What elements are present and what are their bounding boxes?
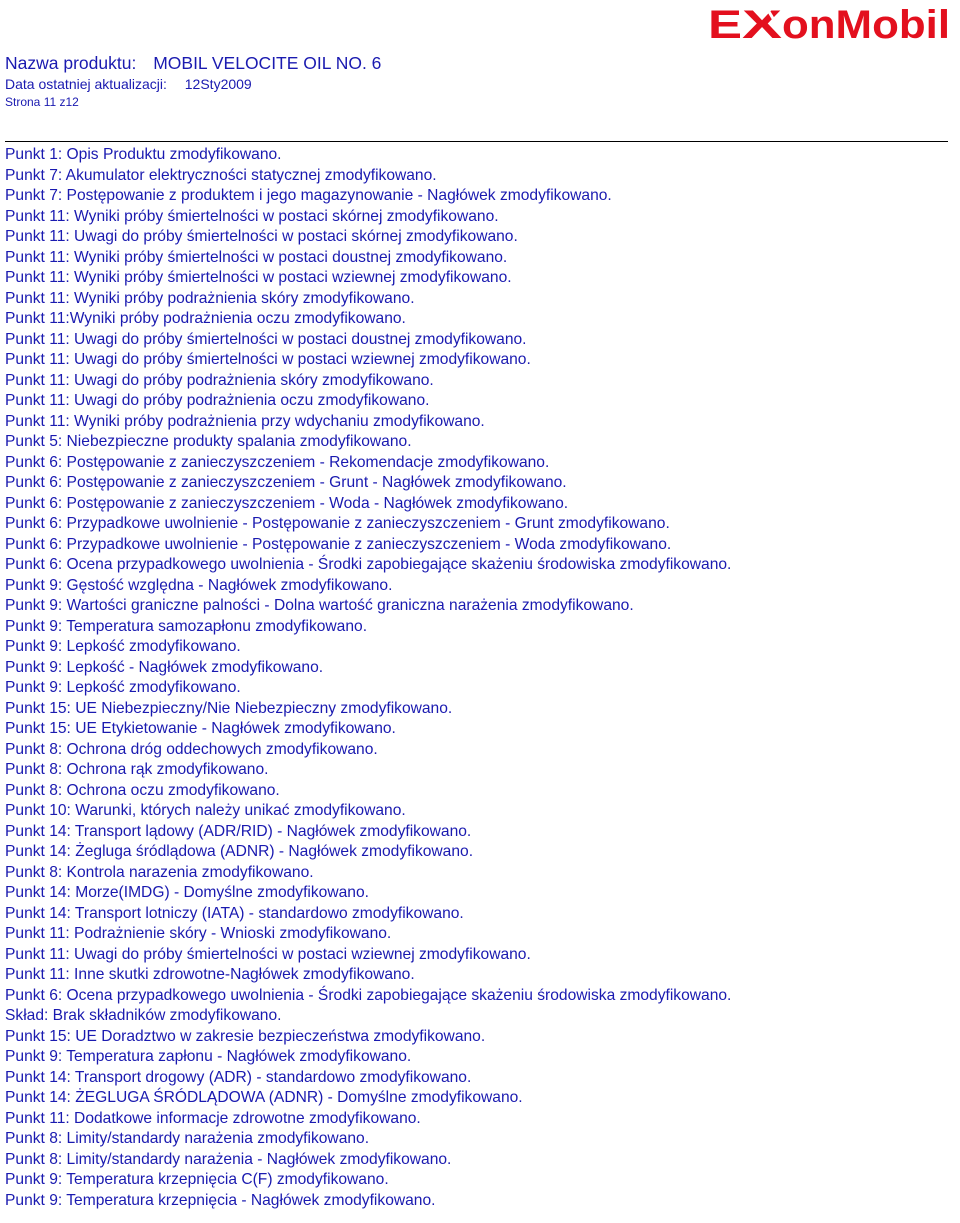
change-list-item: Punkt 11: Wyniki próby podrażnienia skóry zmodyfikowano. [5,289,415,307]
change-list-item: Punkt 11: Wyniki próby śmiertelności w postaci doustnej zmodyfikowano. [5,248,508,266]
change-list-item: Punkt 9: Wartości graniczne palności - Dolna wartość graniczna narażenia zmodyfikowano. [5,597,634,614]
change-list-item: Punkt 8: Ochrona rąk zmodyfikowano. [5,761,269,778]
change-list-item: Punkt 11: Dodatkowe informacje zdrowotne zmodyfikowano. [5,1109,421,1127]
change-list-item: Punkt 8: Ochrona dróg oddechowych zmodyfikowano. [5,740,378,758]
change-list-item: Punkt 15: UE Doradztwo w zakresie bezpieczeństwa zmodyfikowano. [5,1027,486,1045]
change-list-item: Punkt 9: Lepkość - Nagłówek zmodyfikowano. [5,658,324,676]
change-list-item: Punkt 11: Inne skutki zdrowotne-Nagłówek zmodyfikowano. [5,966,415,983]
change-list-item: Punkt 6: Postępowanie z zanieczyszczeniem - Rekomendacje zmodyfikowano. [5,453,550,471]
svg-text:E: E [708,3,742,47]
change-list-item: Punkt 14: Transport drogowy (ADR) - standardowo zmodyfikowano. [5,1068,472,1086]
last-update-line [5,75,252,93]
change-list [5,145,955,1211]
change-list-item: Punkt 9: Temperatura samozapłonu zmodyfikowano. [5,617,368,635]
change-list-item: Punkt 8: Ochrona oczu zmodyfikowano. [5,781,280,799]
change-list-item: Punkt 9: Temperatura zapłonu - Nagłówek zmodyfikowano. [5,1048,412,1065]
change-list-item: Punkt 15: UE Niebezpieczny/Nie Niebezpieczny zmodyfikowano. [5,699,453,717]
change-list-item: Punkt 7: Postępowanie z produktem i jego magazynowanie - Nagłówek zmodyfikowano. [5,187,612,204]
change-list-item: Punkt 10: Warunki, których należy unikać zmodyfikowano. [5,802,406,819]
product-name-line [5,52,381,74]
change-list-item: Punkt 14: ŻEGLUGA ŚRÓDLĄDOWA (ADNR) - Domyślne zmodyfikowano. [5,1089,523,1106]
change-list-item: Punkt 15: UE Etykietowanie - Nagłówek zmodyfikowano. [5,720,396,737]
change-list-item: Punkt 11: Uwagi do próby śmiertelności w postaci skórnej zmodyfikowano. [5,228,518,245]
change-list-item: Punkt 6: Postępowanie z zanieczyszczeniem - Woda - Nagłówek zmodyfikowano. [5,494,569,512]
svg-text:onMobil: onMobil [782,3,950,47]
page-number: Strona 11 z12 [5,95,79,109]
document-header [0,0,960,145]
change-list-item: Punkt 9: Lepkość zmodyfikowano. [5,638,241,655]
change-list-item: Punkt 11: Podrażnienie skóry - Wnioski zmodyfikowano. [5,925,392,942]
change-list-item: Punkt 9: Temperatura krzepnięcia - Nagłówek zmodyfikowano. [5,1191,436,1209]
change-list-item: Punkt 11: Wyniki próby podrażnienia przy wdychaniu zmodyfikowano. [5,412,485,430]
change-list-item: Punkt 11: Uwagi do próby śmiertelności w postaci doustnej zmodyfikowano. [5,330,527,348]
date-label: Data ostatniej aktualizacji: [5,76,167,92]
product-label: Nazwa produktu: [5,53,137,73]
exxonmobil-logo [700,0,960,50]
change-list-item: Punkt 8: Kontrola narazenia zmodyfikowano. [5,863,314,881]
date-value: 12Sty2009 [184,76,252,92]
change-list-item: Punkt 8: Limity/standardy narażenia - Nagłówek zmodyfikowano. [5,1150,452,1168]
change-list-item: Punkt 6: Ocena przypadkowego uwolnienia - Środki zapobiegające skażeniu środowiska zmodyfikowano. [5,556,732,573]
svg-text:X: X [742,3,783,47]
change-list-item: Punkt 7: Akumulator elektryczności statycznej zmodyfikowano. [5,166,437,184]
change-list-item: Punkt 6: Przypadkowe uwolnienie - Postępowanie z zanieczyszczeniem - Grunt zmodyfikowano. [5,515,670,532]
change-list-item: Punkt 11: Uwagi do próby śmiertelności w postaci wziewnej zmodyfikowano. [5,945,531,963]
change-list-item: Punkt 14: Transport lotniczy (IATA) - standardowo zmodyfikowano. [5,904,464,922]
change-list-item: Punkt 5: Niebezpieczne produkty spalania zmodyfikowano. [5,433,412,450]
change-list-item: Punkt 9: Lepkość zmodyfikowano. [5,679,241,696]
change-list-item: Punkt 14: Morze(IMDG) - Domyślne zmodyfikowano. [5,884,369,901]
change-list-item: Punkt 6: Postępowanie z zanieczyszczeniem - Grunt - Nagłówek zmodyfikowano. [5,474,567,491]
change-list-item: Skład: Brak składników zmodyfikowano. [5,1007,282,1024]
change-list-item: Punkt 1: Opis Produktu zmodyfikowano. [5,146,282,163]
change-list-item: Punkt 9: Temperatura krzepnięcia C(F) zmodyfikowano. [5,1171,389,1188]
change-list-item: Punkt 11: Uwagi do próby podrażnienia oczu zmodyfikowano. [5,392,430,409]
change-list-item: Punkt 6: Ocena przypadkowego uwolnienia - Środki zapobiegające skażeniu środowiska zmodyfikowano. [5,986,732,1004]
change-list-item: Punkt 11: Uwagi do próby podrażnienia skóry zmodyfikowano. [5,371,434,389]
change-list-item: Punkt 8: Limity/standardy narażenia zmodyfikowano. [5,1130,370,1147]
change-list-item: Punkt 11:Wyniki próby podrażnienia oczu zmodyfikowano. [5,310,406,327]
header-divider [5,141,948,142]
change-list-item: Punkt 11: Wyniki próby śmiertelności w postaci wziewnej zmodyfikowano. [5,269,512,286]
change-list-item: Punkt 14: Transport lądowy (ADR/RID) - Nagłówek zmodyfikowano. [5,822,472,840]
change-list-item: Punkt 14: Żegluga śródlądowa (ADNR) - Nagłówek zmodyfikowano. [5,843,474,860]
change-list-item: Punkt 11: Uwagi do próby śmiertelności w postaci wziewnej zmodyfikowano. [5,351,531,368]
change-list-item: Punkt 9: Gęstość względna - Nagłówek zmodyfikowano. [5,576,393,594]
change-list-item: Punkt 6: Przypadkowe uwolnienie - Postępowanie z zanieczyszczeniem - Woda zmodyfikowano. [5,535,672,553]
product-name: MOBIL VELOCITE OIL NO. 6 [153,53,382,73]
change-list-item: Punkt 11: Wyniki próby śmiertelności w postaci skórnej zmodyfikowano. [5,207,499,225]
